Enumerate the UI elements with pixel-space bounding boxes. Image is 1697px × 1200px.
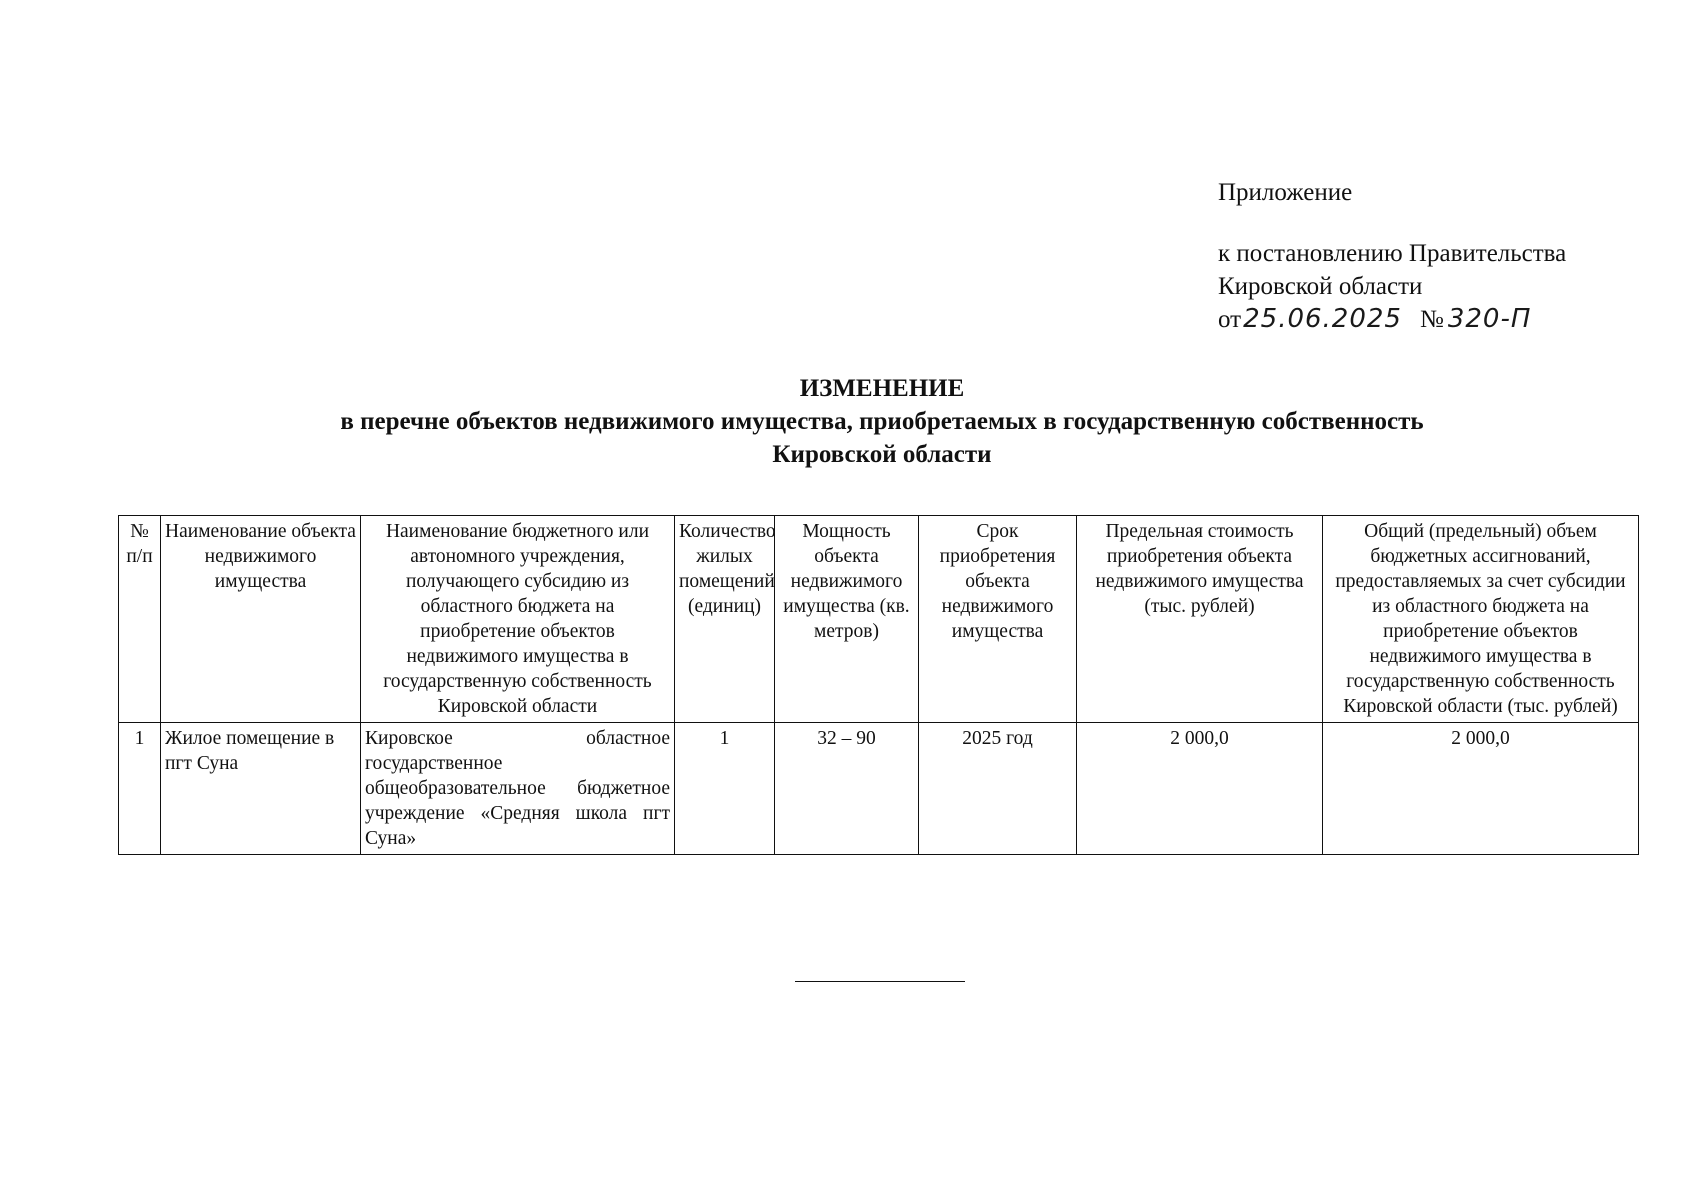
- cell-count: 1: [675, 723, 775, 855]
- header-max-cost: Предельная стоимость приобретения объекта недвижимого имущества (тыс. рублей): [1077, 516, 1323, 723]
- document-heading: [118, 372, 1646, 471]
- header-term: Срок приобретения объекта недвижимого имущества: [919, 516, 1077, 723]
- cell-institution: Кировское областное государственное общеобразовательное бюджетное учреждение «Средняя школа пгт Суна»: [361, 723, 675, 855]
- header-institution: Наименование бюджетного или автономного учреждения, получающего субсидию из областного бюджета на приобретение объектов недвижимого имущества в государственную собственность Кировской области: [361, 516, 675, 723]
- closing-rule: [795, 981, 965, 982]
- cell-term: 2025 год: [919, 723, 1077, 855]
- header-object-name: Наименование объекта недвижимого имущества: [161, 516, 361, 723]
- appendix-spacer: [1218, 209, 1566, 237]
- header-total-volume: Общий (предельный) объем бюджетных ассигнований, предоставляемых за счет субсидии из областного бюджета на приобретение объектов недвижимого имущества в государственную собственность Кировской области (тыс. рублей): [1323, 516, 1639, 723]
- date-prefix: от: [1218, 306, 1242, 333]
- handwritten-number: 320-П: [1447, 304, 1532, 334]
- heading-title: ИЗМЕНЕНИЕ: [799, 375, 965, 402]
- header-capacity: Мощность объекта недвижимого имущества (кв. метров): [775, 516, 919, 723]
- cell-number: 1: [119, 723, 161, 855]
- appendix-line-1: к постановлению Правительства: [1218, 240, 1567, 267]
- cell-max-cost: 2 000,0: [1077, 723, 1323, 855]
- heading-subtitle: в перечне объектов недвижимого имущества, приобретаемых в государственную собственность: [340, 408, 1424, 435]
- number-prefix: №: [1419, 306, 1444, 333]
- heading-region: Кировской области: [772, 441, 992, 468]
- cell-object-name: Жилое помещение в пгт Суна: [161, 723, 361, 855]
- table-row: [119, 723, 1639, 855]
- cell-capacity: 32 – 90: [775, 723, 919, 855]
- property-table: [118, 515, 1639, 855]
- appendix-block: [1218, 176, 1566, 336]
- appendix-date-line: [1218, 303, 1566, 336]
- appendix-title: Приложение: [1218, 179, 1353, 206]
- header-count: Количество жилых помещений (единиц): [675, 516, 775, 723]
- cell-total-volume: 2 000,0: [1323, 723, 1639, 855]
- header-number: № п/п: [119, 516, 161, 723]
- appendix-line-2: Кировской области: [1218, 273, 1423, 300]
- table-header-row: [119, 516, 1639, 723]
- handwritten-date: 25.06.2025: [1243, 304, 1402, 334]
